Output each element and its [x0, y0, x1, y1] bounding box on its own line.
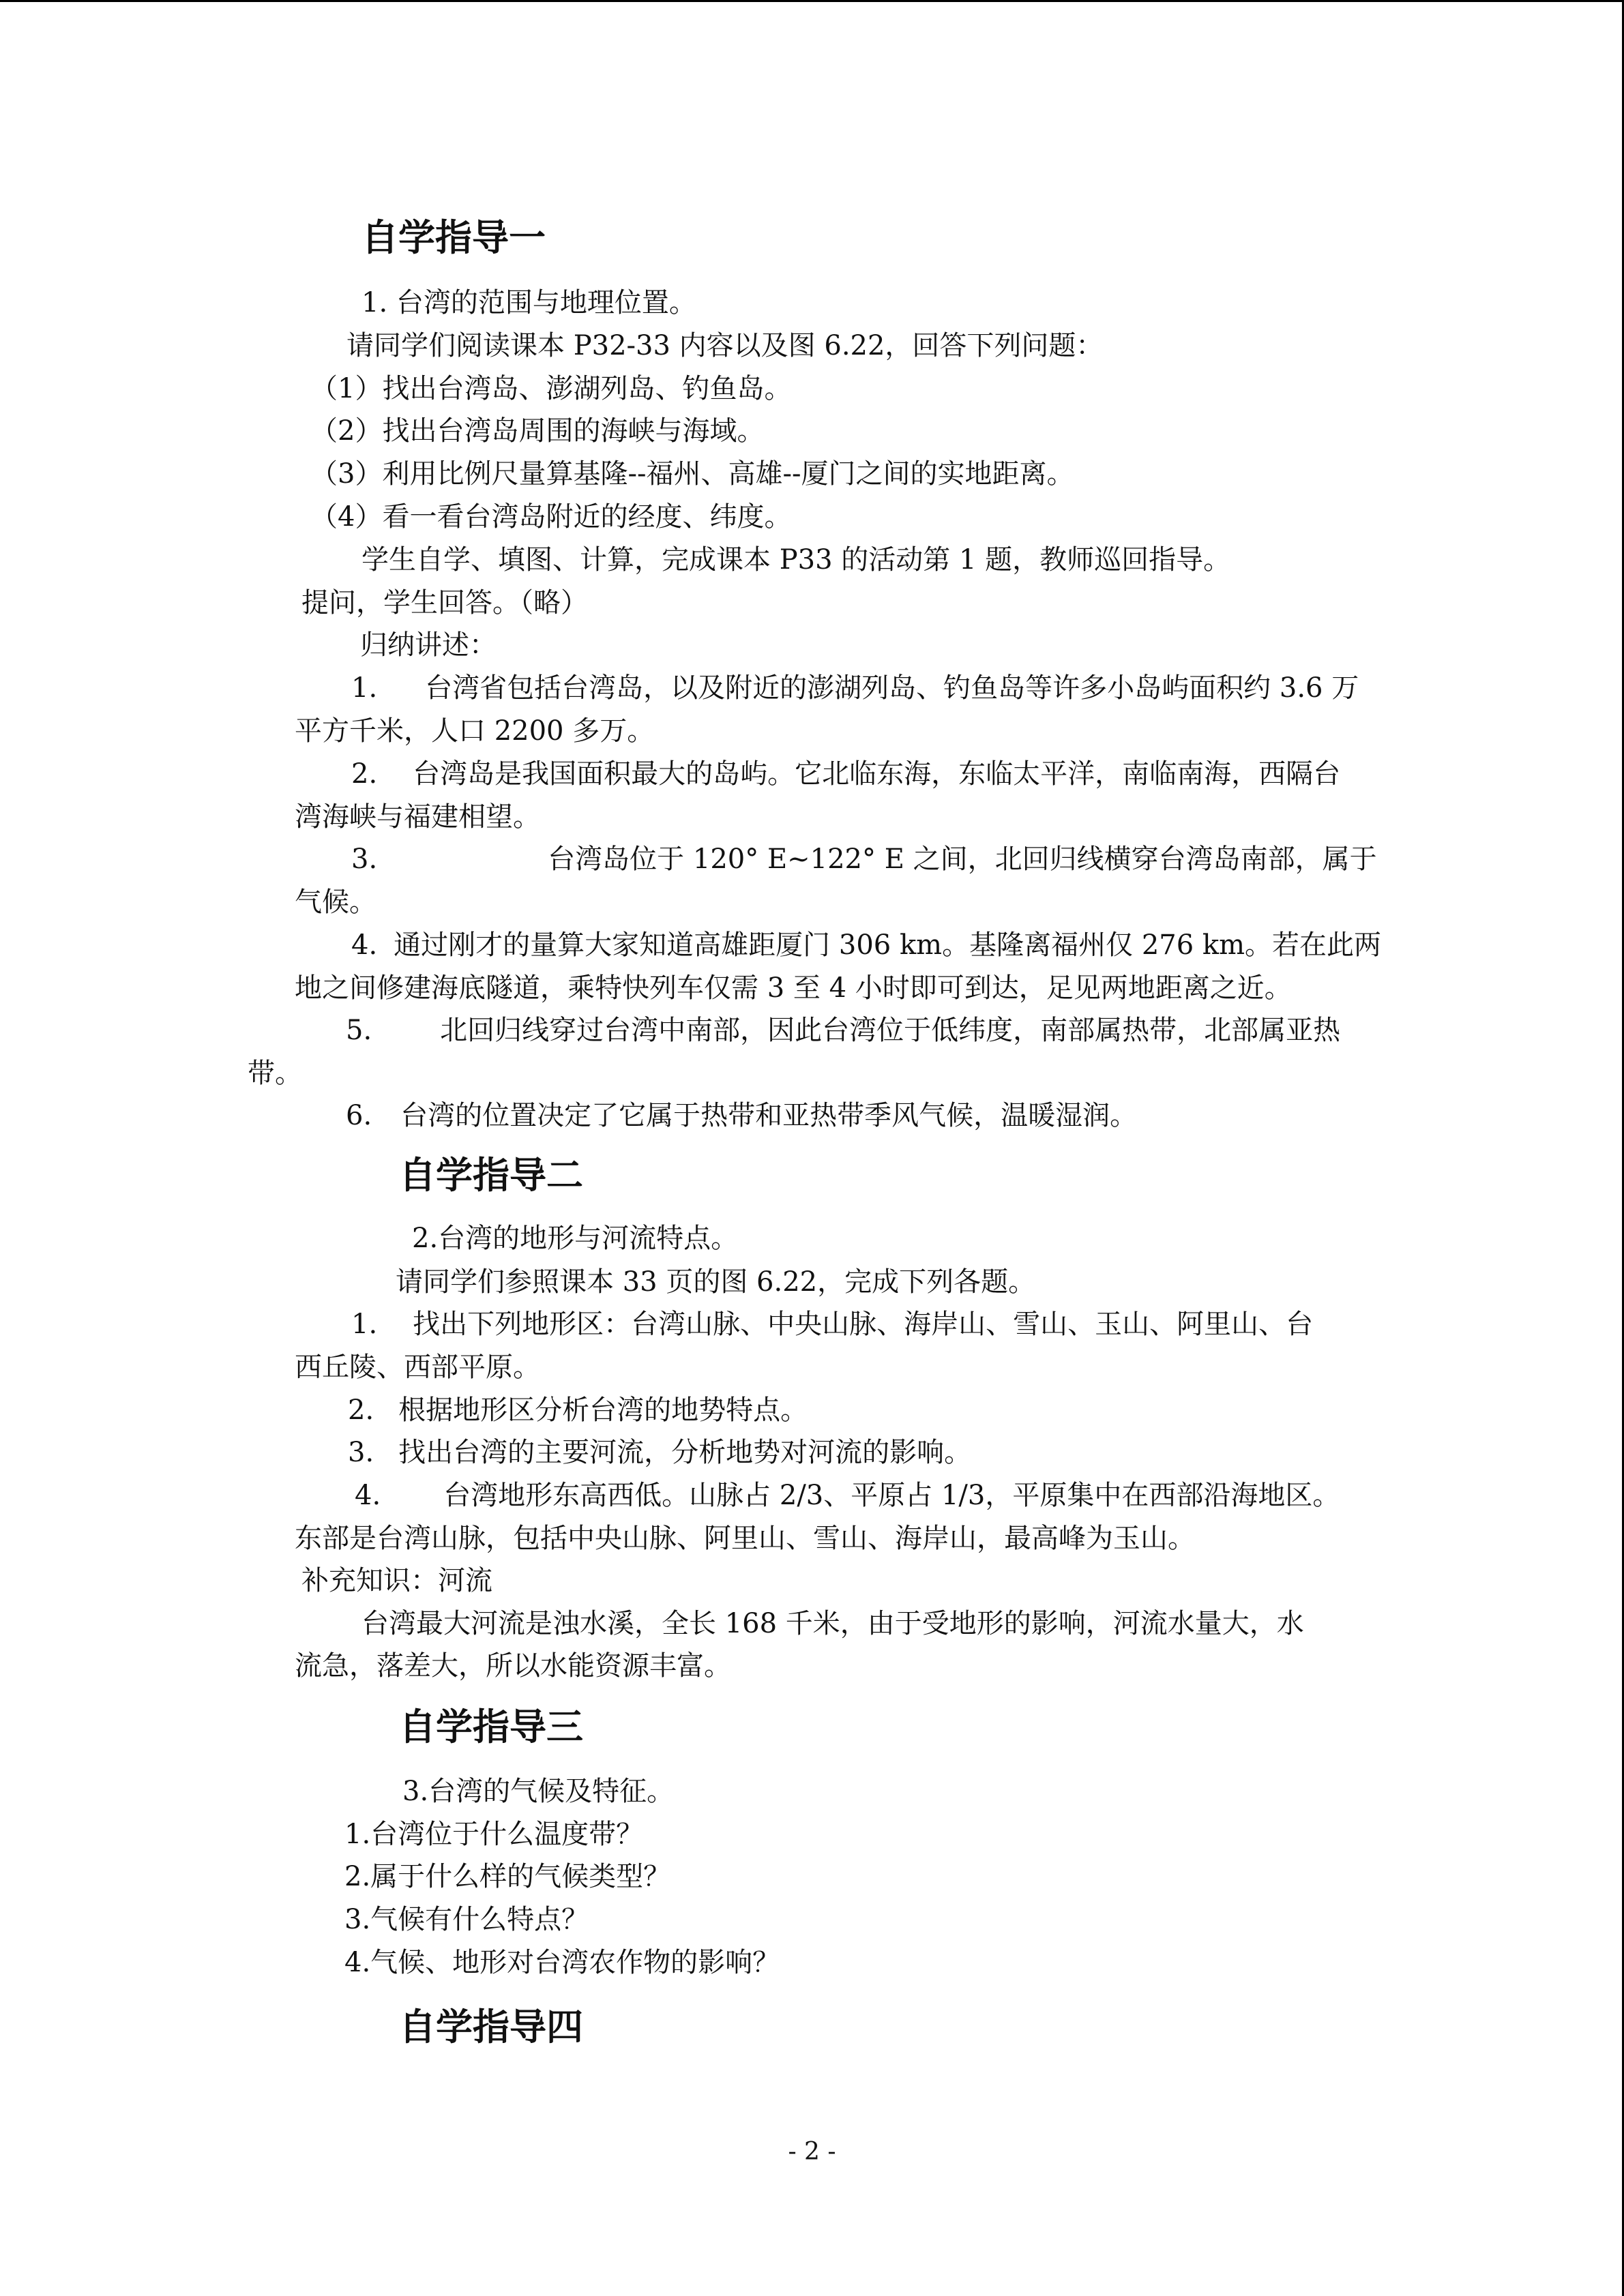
intro-2: 请同学们参照课本 33 页的图 6.22，完成下列各题。 [396, 1266, 1036, 1298]
question-1-3: （3）利用比例尺量算基隆--福州、高雄--厦门之间的实地距离。 [310, 458, 1074, 490]
point-text: 台湾省包括台湾岛，以及附近的澎湖列岛、钓鱼岛等许多小岛屿面积约 3.6 万 [425, 672, 1359, 704]
point-6-line1 [346, 1102, 1137, 1129]
point-number: 4. [351, 929, 378, 961]
point-text: 台湾的位置决定了它属于热带和亚热带季风气候，温暖湿润。 [400, 1100, 1138, 1131]
question-1-1: （1）找出台湾岛、澎湖列岛、钓鱼岛。 [310, 373, 792, 404]
point-1-line2: 平方千米，人口 2200 多万。 [295, 715, 655, 747]
point-3-line2: 气候。 [295, 886, 377, 918]
heading-guide-4: 自学指导四 [399, 2006, 583, 2048]
activity-1: 学生自学、填图、计算，完成课本 P33 的活动第 1 题，教师巡回指导。 [361, 544, 1231, 576]
item-text: 找出下列地形区：台湾山脉、中央山脉、海岸山、雪山、玉山、阿里山、台 [413, 1309, 1314, 1340]
supplement-line2: 流急，落差大，所以水能资源丰富。 [295, 1650, 731, 1682]
point-text: 台湾岛位于 120° E~122° E 之间，北回归线横穿台湾岛南部，属于 [548, 844, 1377, 875]
point-number: 2. [351, 758, 378, 790]
question-1-4: （4）看一看台湾岛附近的经度、纬度。 [310, 501, 792, 533]
point-text: 北回归线穿过台湾中南部，因此台湾位于低纬度，南部属热带，北部属亚热 [440, 1015, 1341, 1046]
question-1-2: （2）找出台湾岛周围的海峡与海域。 [310, 415, 765, 447]
supplement-line1: 台湾最大河流是浊水溪，全长 168 千米，由于受地形的影响，河流水量大，水 [361, 1608, 1304, 1639]
point-3-line1 [351, 846, 1377, 873]
item-2-4-line2: 东部是台湾山脉，包括中央山脉、阿里山、雪山、海岸山，最高峰为玉山。 [295, 1523, 1195, 1554]
topic-2: 2.台湾的地形与河流特点。 [412, 1223, 739, 1254]
item-2-1-line2: 西丘陵、西部平原。 [295, 1352, 540, 1383]
item-number: 1. [351, 1309, 378, 1340]
summary-label: 归纳讲述： [360, 629, 497, 661]
item-2-3 [348, 1439, 971, 1466]
point-5-line2: 带。 [248, 1058, 302, 1089]
point-text: 台湾岛是我国面积最大的岛屿。它北临东海，东临太平洋，南临南海，西隔台 [413, 758, 1341, 790]
page-number: - 2 - [788, 2138, 836, 2166]
item-text: 找出台湾的主要河流，分析地势对河流的影响。 [398, 1437, 972, 1468]
heading-guide-2: 自学指导二 [399, 1154, 583, 1197]
topic-1: 1. 台湾的范围与地理位置。 [361, 287, 696, 318]
point-4-line2: 地之间修建海底隧道，乘特快列车仅需 3 至 4 小时即可到达，足见两地距离之近。 [295, 972, 1292, 1004]
point-5-line1 [346, 1017, 1340, 1044]
item-2-4-line1 [355, 1482, 1340, 1509]
point-1-line1 [351, 674, 1359, 702]
topic-3: 3.台湾的气候及特征。 [402, 1776, 675, 1807]
point-number: 1. [351, 672, 378, 704]
intro-1: 请同学们阅读课本 P32-33 内容以及图 6.22，回答下列问题： [346, 330, 1104, 361]
point-2-line1 [351, 760, 1340, 788]
point-text: 通过刚才的量算大家知道高雄距厦门 306 km。基隆离福州仅 276 km。若在此两 [394, 929, 1382, 961]
question-3-1: 1.台湾位于什么温度带？ [344, 1819, 644, 1850]
item-number: 3. [348, 1437, 374, 1468]
question-3-3: 3.气候有什么特点？ [344, 1904, 589, 1935]
point-2-line2: 湾海峡与福建相望。 [295, 801, 540, 833]
item-2-2 [348, 1397, 808, 1424]
qa-1: 提问，学生回答。（略） [301, 587, 588, 618]
heading-guide-1: 自学指导一 [361, 216, 546, 259]
question-3-4: 4.气候、地形对台湾农作物的影响？ [344, 1947, 780, 1978]
item-number: 4. [355, 1480, 381, 1511]
point-number: 5. [346, 1015, 372, 1046]
question-3-2: 2.属于什么样的气候类型？ [344, 1861, 671, 1892]
item-text: 根据地形区分析台湾的地势特点。 [398, 1395, 808, 1426]
item-2-1-line1 [351, 1311, 1313, 1338]
supplement-label: 补充知识：河流 [301, 1565, 492, 1596]
point-number: 6. [346, 1100, 372, 1131]
item-text: 台湾地形东高西低。山脉占 2/3、平原占 1/3，平原集中在西部沿海地区。 [443, 1480, 1340, 1511]
item-number: 2. [348, 1395, 374, 1426]
point-4-line1 [351, 931, 1381, 959]
heading-guide-3: 自学指导三 [399, 1705, 583, 1748]
point-number: 3. [351, 844, 378, 875]
